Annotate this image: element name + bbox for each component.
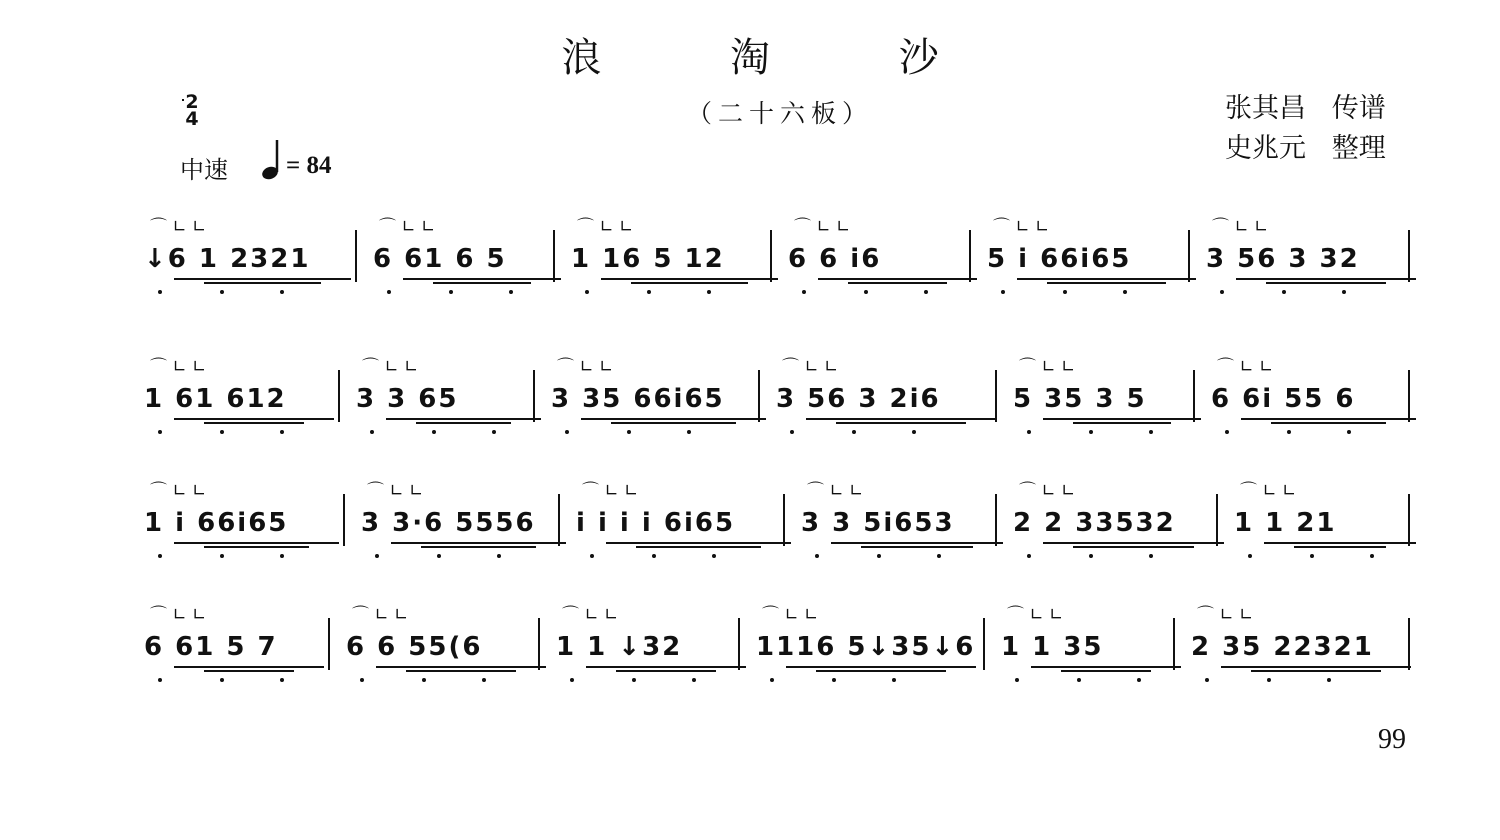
octave-dot — [220, 290, 224, 294]
bar-line — [328, 618, 330, 670]
octave-dot — [220, 430, 224, 434]
beam-line — [1043, 418, 1201, 420]
beam-line — [204, 282, 321, 284]
bowing-mark: ⌒ ∟ ∟ — [352, 605, 409, 625]
measure-notes: ↓6 1 2321 — [144, 244, 311, 274]
beam-line — [386, 418, 541, 420]
octave-dot — [280, 430, 284, 434]
measure — [1013, 357, 1191, 436]
measure — [788, 217, 967, 296]
bowing-mark: ⌒ ∟ ∟ — [782, 357, 839, 377]
octave-dot — [1287, 430, 1291, 434]
octave-dot — [707, 290, 711, 294]
measure-notes: 1 1 ↓32 — [556, 632, 683, 662]
measure-notes: 5 i 66i65 — [987, 244, 1132, 274]
credit-name: 史兆元 — [1225, 133, 1306, 164]
octave-dot — [627, 430, 631, 434]
octave-dot — [565, 430, 569, 434]
beam-line — [848, 282, 947, 284]
staff-line-4 — [140, 605, 1420, 684]
octave-dot — [1089, 430, 1093, 434]
octave-dot — [832, 678, 836, 682]
measure-notes: 1 1 35 — [1001, 632, 1104, 662]
measure — [987, 217, 1186, 296]
beam-line — [376, 666, 546, 668]
measure — [801, 481, 993, 560]
measure-notes: 3 3 5i653 — [801, 508, 955, 538]
octave-dot — [220, 554, 224, 558]
measure — [356, 357, 531, 436]
measure — [1001, 605, 1171, 684]
octave-dot — [1248, 554, 1252, 558]
octave-dot — [1370, 554, 1374, 558]
beam-line — [818, 278, 977, 280]
beam-line — [174, 542, 339, 544]
beam-line — [204, 670, 294, 672]
octave-dot — [1137, 678, 1141, 682]
beam-line — [391, 542, 566, 544]
bowing-mark: ⌒ ∟ ∟ — [367, 481, 424, 501]
beam-line — [1271, 422, 1386, 424]
octave-dot — [370, 430, 374, 434]
octave-dot — [220, 678, 224, 682]
octave-dot — [497, 554, 501, 558]
octave-dot — [449, 290, 453, 294]
beam-line — [831, 542, 1003, 544]
staff-line-1 — [140, 217, 1420, 296]
beam-line — [1017, 278, 1196, 280]
octave-dot — [1149, 554, 1153, 558]
beam-line — [174, 666, 324, 668]
measure-notes: 6 61 6 5 — [373, 244, 507, 274]
measure-notes: 1 1 21 — [1234, 508, 1337, 538]
beam-line — [1264, 542, 1416, 544]
staff-line-2 — [140, 357, 1420, 436]
octave-dot — [387, 290, 391, 294]
credit-name: 张其昌 — [1225, 93, 1306, 124]
time-signature — [180, 91, 204, 130]
bowing-mark: ⌒ ∟ ∟ — [362, 357, 419, 377]
octave-dot — [687, 430, 691, 434]
beam-line — [1073, 546, 1194, 548]
credit-line-1 — [1225, 86, 1386, 125]
measure — [1206, 217, 1406, 296]
octave-dot — [1063, 290, 1067, 294]
bar-line — [1408, 370, 1410, 422]
octave-dot — [815, 554, 819, 558]
bar-line — [533, 370, 535, 422]
bar-line — [983, 618, 985, 670]
octave-dot — [1225, 430, 1229, 434]
measure-notes: 3 35 66i65 — [551, 384, 725, 414]
bar-line — [558, 494, 560, 546]
beam-line — [1266, 282, 1386, 284]
octave-dot — [509, 290, 513, 294]
beam-line — [1061, 670, 1151, 672]
octave-dot — [158, 554, 162, 558]
octave-dot — [158, 290, 162, 294]
bar-line — [1216, 494, 1218, 546]
beam-line — [836, 422, 966, 424]
bowing-mark: ⌒ ∟ ∟ — [582, 481, 639, 501]
octave-dot — [1123, 290, 1127, 294]
octave-dot — [1015, 678, 1019, 682]
measure — [571, 217, 768, 296]
beam-line — [204, 546, 309, 548]
beam-line — [1043, 542, 1224, 544]
measure-notes: 3 3 65 — [356, 384, 459, 414]
octave-dot — [1149, 430, 1153, 434]
octave-dot — [422, 678, 426, 682]
beam-line — [606, 542, 791, 544]
bar-line — [969, 230, 971, 282]
octave-dot — [790, 430, 794, 434]
octave-dot — [360, 678, 364, 682]
bar-line — [770, 230, 772, 282]
bar-line — [783, 494, 785, 546]
octave-dot — [1077, 678, 1081, 682]
bowing-mark: ⌒ ∟ ∟ — [1240, 481, 1297, 501]
beam-line — [1236, 278, 1416, 280]
measure — [776, 357, 993, 436]
bar-line — [553, 230, 555, 282]
octave-dot — [158, 678, 162, 682]
octave-dot — [492, 430, 496, 434]
octave-dot — [1347, 430, 1351, 434]
beam-line — [1241, 418, 1416, 420]
bowing-mark: ⌒ ∟ ∟ — [577, 217, 634, 237]
octave-dot — [1205, 678, 1209, 682]
beam-line — [1294, 546, 1386, 548]
staff-line-3 — [140, 481, 1420, 560]
measure-notes: 6 61 5 7 — [144, 632, 278, 662]
octave-dot — [280, 290, 284, 294]
bowing-mark: ⌒ ∟ ∟ — [562, 605, 619, 625]
page-title: 浪 淘 沙 — [561, 35, 997, 81]
octave-dot — [432, 430, 436, 434]
octave-dot — [652, 554, 656, 558]
measure — [346, 605, 536, 684]
octave-dot — [712, 554, 716, 558]
bowing-mark: ⌒ ∟ ∟ — [1197, 605, 1254, 625]
beam-line — [806, 418, 996, 420]
octave-dot — [692, 678, 696, 682]
measure-notes: 1 16 5 12 — [571, 244, 725, 274]
bar-line — [338, 370, 340, 422]
bowing-mark: ⌒ ∟ ∟ — [1019, 357, 1076, 377]
measure — [576, 481, 781, 560]
beam-line — [636, 546, 761, 548]
octave-dot — [770, 678, 774, 682]
beam-line — [816, 670, 946, 672]
bowing-mark: ⌒ ∟ ∟ — [150, 605, 207, 625]
measure — [1211, 357, 1406, 436]
time-signature-bottom: 4 — [185, 108, 199, 130]
bar-line — [355, 230, 357, 282]
bowing-mark: ⌒ ∟ ∟ — [993, 217, 1050, 237]
bowing-mark: ⌒ ∟ ∟ — [150, 357, 207, 377]
beam-line — [421, 546, 536, 548]
bowing-mark: ⌒ ∟ ∟ — [807, 481, 864, 501]
beam-line — [786, 666, 976, 668]
octave-dot — [892, 678, 896, 682]
bar-line — [1188, 230, 1190, 282]
beam-line — [1251, 670, 1381, 672]
octave-dot — [437, 554, 441, 558]
measure — [373, 217, 551, 296]
octave-dot — [877, 554, 881, 558]
measure — [1191, 605, 1406, 684]
measure-notes: 3 56 3 32 — [1206, 244, 1360, 274]
bar-line — [738, 618, 740, 670]
measure — [144, 217, 341, 296]
octave-dot — [1327, 678, 1331, 682]
bowing-mark: ⌒ ∟ ∟ — [762, 605, 819, 625]
credit-role: 传谱 — [1331, 93, 1386, 124]
measure-notes: 2 35 22321 — [1191, 632, 1374, 662]
beam-line — [616, 670, 716, 672]
beam-line — [416, 422, 511, 424]
beam-line — [581, 418, 766, 420]
beam-line — [631, 282, 748, 284]
octave-dot — [1027, 430, 1031, 434]
measure — [1234, 481, 1406, 560]
bar-line — [995, 494, 997, 546]
bar-line — [1408, 618, 1410, 670]
bar-line — [1408, 494, 1410, 546]
measure-notes: 2 2 33532 — [1013, 508, 1176, 538]
measure — [551, 357, 756, 436]
octave-dot — [482, 678, 486, 682]
bar-line — [758, 370, 760, 422]
measure-notes: 3 3·6 5556 — [361, 508, 536, 538]
octave-dot — [1282, 290, 1286, 294]
measure-notes: i i i i 6i65 — [576, 508, 736, 538]
bar-line — [1193, 370, 1195, 422]
bowing-mark: ⌒ ∟ ∟ — [1007, 605, 1064, 625]
octave-dot — [864, 290, 868, 294]
credit-role: 整理 — [1331, 133, 1386, 164]
bowing-mark: ⌒ ∟ ∟ — [794, 217, 851, 237]
measure-notes: 3 56 3 2i6 — [776, 384, 941, 414]
tempo-value: = 84 — [286, 152, 332, 179]
bar-line — [995, 370, 997, 422]
beam-line — [1031, 666, 1181, 668]
octave-dot — [1310, 554, 1314, 558]
measure-notes: 1116 5↓35↓6 — [756, 632, 976, 662]
bar-line — [343, 494, 345, 546]
beam-line — [861, 546, 973, 548]
beam-line — [1047, 282, 1166, 284]
octave-dot — [375, 554, 379, 558]
bowing-mark: ⌒ ∟ ∟ — [1019, 481, 1076, 501]
octave-dot — [590, 554, 594, 558]
bar-line — [538, 618, 540, 670]
tempo-marking: 中速 — [180, 156, 228, 184]
octave-dot — [1267, 678, 1271, 682]
beam-line — [601, 278, 778, 280]
beam-line — [403, 278, 561, 280]
beam-line — [406, 670, 516, 672]
measure-notes: 6 6i 55 6 — [1211, 384, 1356, 414]
bar-line — [1173, 618, 1175, 670]
quarter-note-icon — [258, 138, 282, 186]
time-signature-top: 2 — [185, 91, 199, 113]
beam-line — [174, 418, 334, 420]
octave-dot — [158, 430, 162, 434]
octave-dot — [280, 678, 284, 682]
octave-dot — [852, 430, 856, 434]
measure-notes: 6 6 i6 — [788, 244, 882, 274]
measure — [144, 481, 329, 560]
octave-dot — [280, 554, 284, 558]
octave-dot — [570, 678, 574, 682]
octave-dot — [1089, 554, 1093, 558]
beam-line — [174, 278, 351, 280]
measure-notes: 5 35 3 5 — [1013, 384, 1147, 414]
octave-dot — [1220, 290, 1224, 294]
measure — [556, 605, 736, 684]
subtitle: （二十六板） — [686, 99, 873, 128]
measure-notes: 1 i 66i65 — [144, 508, 289, 538]
octave-dot — [937, 554, 941, 558]
measure-notes: 1 61 612 — [144, 384, 287, 414]
measure — [361, 481, 556, 560]
bowing-mark: ⌒ ∟ ∟ — [150, 217, 207, 237]
octave-dot — [1001, 290, 1005, 294]
octave-dot — [585, 290, 589, 294]
credit-line-2 — [1225, 126, 1386, 165]
octave-dot — [1027, 554, 1031, 558]
bowing-mark: ⌒ ∟ ∟ — [379, 217, 436, 237]
beam-line — [1221, 666, 1411, 668]
measure — [144, 605, 314, 684]
octave-dot — [924, 290, 928, 294]
octave-dot — [912, 430, 916, 434]
measure — [1013, 481, 1214, 560]
beam-line — [204, 422, 304, 424]
bowing-mark: ⌒ ∟ ∟ — [1217, 357, 1274, 377]
page-number: 99 — [1378, 724, 1406, 755]
octave-dot — [632, 678, 636, 682]
octave-dot — [1342, 290, 1346, 294]
beam-line — [433, 282, 531, 284]
bar-line — [1408, 230, 1410, 282]
beam-line — [586, 666, 746, 668]
beam-line — [611, 422, 736, 424]
octave-dot — [802, 290, 806, 294]
measure — [756, 605, 981, 684]
measure-notes: 6 6 55(6 — [346, 632, 483, 662]
measure — [144, 357, 324, 436]
bowing-mark: ⌒ ∟ ∟ — [1212, 217, 1269, 237]
bowing-mark: ⌒ ∟ ∟ — [557, 357, 614, 377]
beam-line — [1073, 422, 1171, 424]
bowing-mark: ⌒ ∟ ∟ — [150, 481, 207, 501]
octave-dot — [647, 290, 651, 294]
